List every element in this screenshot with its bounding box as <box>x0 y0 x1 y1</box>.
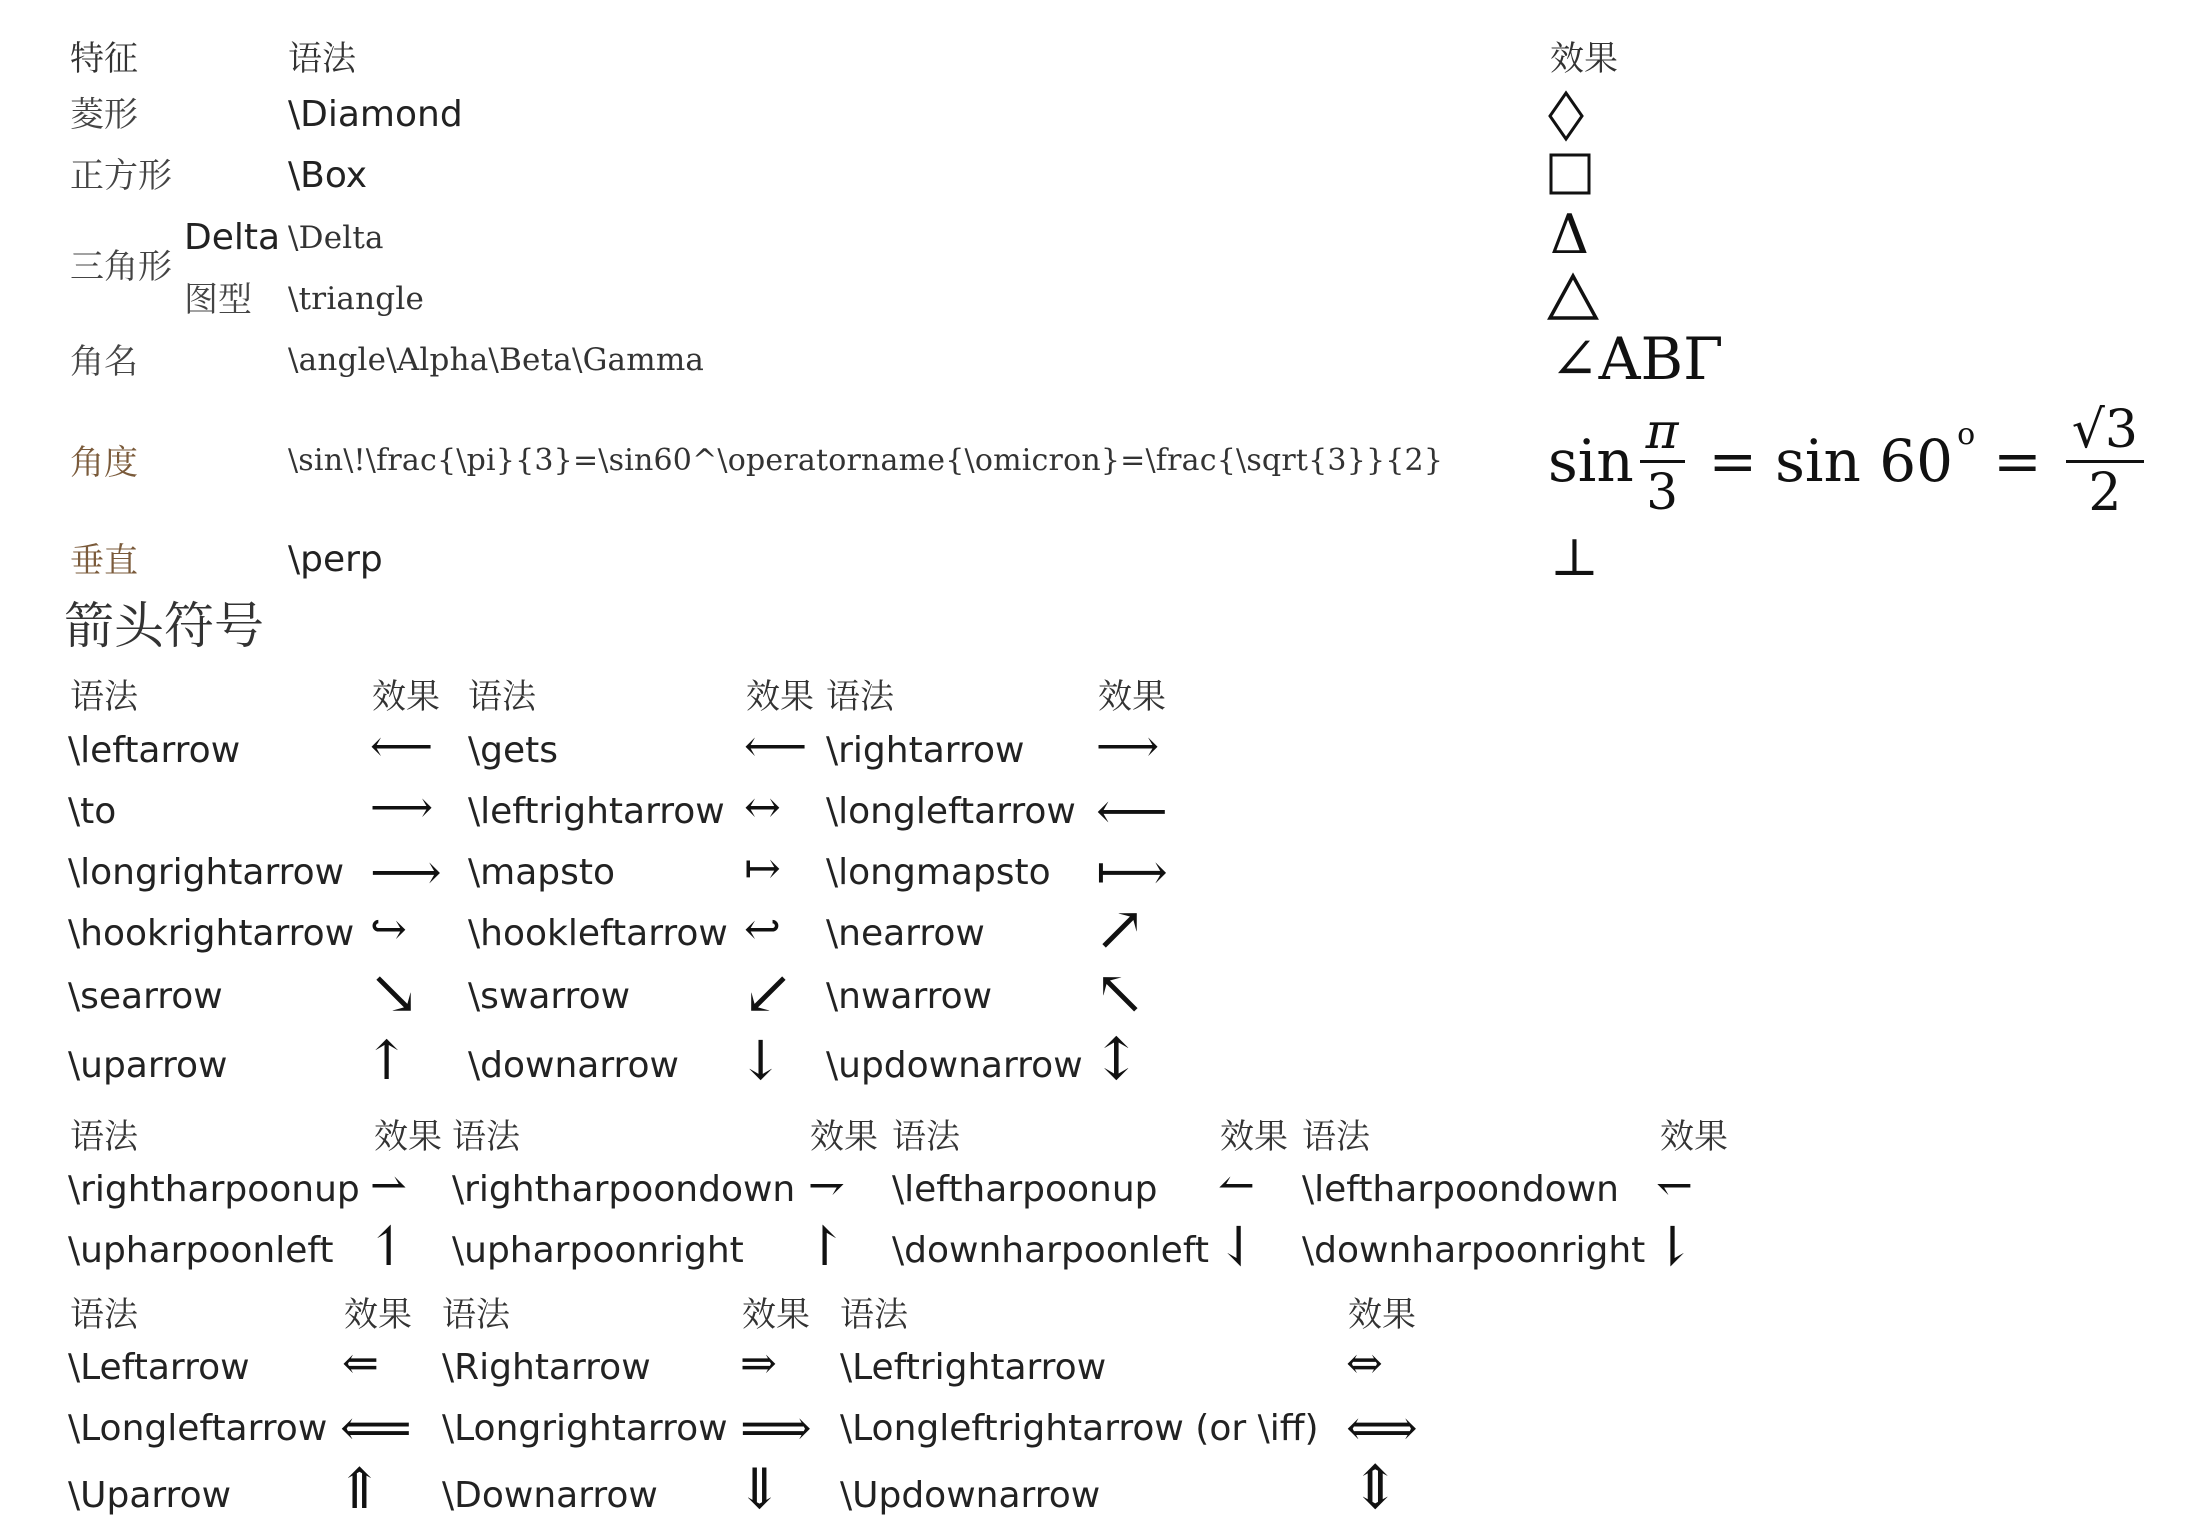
formula-frac-pi <box>1640 401 1685 521</box>
table-cell-syntax: \upharpoonleft <box>68 1230 334 1271</box>
double-uparrow-icon: ⇑ <box>336 1457 383 1522</box>
table1-header: 效果 <box>1098 677 1166 717</box>
table-cell-syntax: \rightharpoonup <box>68 1169 360 1210</box>
table-cell-syntax: \hookleftarrow <box>468 913 728 954</box>
table2-header: 语法 <box>1302 1117 1370 1157</box>
table3-header: 效果 <box>742 1295 810 1335</box>
nearrow-icon: ↗ <box>1094 892 1146 965</box>
table-cell-syntax: \Downarrow <box>442 1475 658 1516</box>
feature-perp: 垂直 <box>70 541 138 581</box>
longmapsto-icon: ⟼ <box>1096 843 1168 901</box>
upharpoonright-icon: ↾ <box>802 1215 848 1278</box>
table3-header: 语法 <box>70 1295 138 1335</box>
table2-header: 语法 <box>70 1117 138 1157</box>
table-cell-syntax: \longmapsto <box>826 852 1051 893</box>
table-cell-syntax: \hookrightarrow <box>68 913 355 954</box>
table-cell-syntax: \downarrow <box>468 1045 679 1086</box>
syntax-triangle: \triangle <box>288 281 424 317</box>
hookrightarrow-icon: ↪ <box>370 904 407 955</box>
table-cell-syntax: \upharpoonright <box>452 1230 744 1271</box>
table-cell-syntax: \uparrow <box>68 1045 228 1086</box>
leftrightarrow-icon: ↔ <box>744 782 781 833</box>
formula-sin: sin <box>1548 427 1634 495</box>
header-feature: 特征 <box>70 39 138 79</box>
section-title-arrows: 箭头符号 <box>64 597 264 655</box>
table3-header: 语法 <box>840 1295 908 1335</box>
table-cell-syntax: \Rightarrow <box>442 1347 651 1388</box>
table-cell-syntax: \Longrightarrow <box>442 1408 728 1449</box>
syntax-delta: \Delta <box>288 220 384 256</box>
sub-shape: 图型 <box>184 280 252 320</box>
syntax-perp: \perp <box>288 539 383 580</box>
hookleftarrow-icon: ↩ <box>744 904 781 955</box>
rightarrow-icon: ⟶ <box>1096 721 1160 772</box>
table1-header: 效果 <box>746 677 814 717</box>
feature-degree: 角度 <box>70 443 138 483</box>
uparrow-icon: ↑ <box>364 1029 410 1092</box>
leftarrow-icon: ⟵ <box>370 721 434 772</box>
effect-perp: ⊥ <box>1550 528 1599 588</box>
table-cell-syntax: \longrightarrow <box>68 852 345 893</box>
nwarrow-icon: ↖ <box>1094 956 1146 1029</box>
effect-delta: Δ <box>1550 203 1589 266</box>
triangle-icon <box>1548 272 1602 322</box>
swarrow-icon: ↙ <box>742 956 794 1029</box>
table-cell-syntax: \Longleftarrow <box>68 1408 328 1449</box>
syntax-angle: \angle\Alpha\Beta\Gamma <box>288 342 705 378</box>
longleftarrow-icon: ⟵ <box>1096 782 1168 840</box>
searrow-icon: ↘ <box>368 956 420 1029</box>
leftharpoondown-icon: ↽ <box>1656 1160 1693 1211</box>
formula-eq1: = <box>1708 427 1758 495</box>
table-cell-syntax: \rightharpoondown <box>452 1169 796 1210</box>
formula-two: 2 <box>2088 462 2122 523</box>
syntax-box: \Box <box>288 155 368 196</box>
table3-header: 效果 <box>344 1295 412 1335</box>
table-cell-syntax: \downharpoonleft <box>892 1230 1209 1271</box>
table-cell-syntax: \leftrightarrow <box>468 791 725 832</box>
downharpoonleft-icon: ⇃ <box>1216 1215 1262 1278</box>
effect-angle: ∠ΑΒΓ <box>1550 325 1724 393</box>
double-updownarrow-icon: ⇕ <box>1350 1453 1401 1523</box>
rightharpoonup-icon: ⇀ <box>370 1160 407 1211</box>
upharpoonleft-icon: ↿ <box>366 1215 412 1278</box>
formula-pi: π <box>1640 406 1685 463</box>
table-cell-syntax: \gets <box>468 730 558 771</box>
table1-header: 语法 <box>468 677 536 717</box>
table-cell-syntax: \to <box>68 791 117 832</box>
table2-header: 效果 <box>1660 1117 1728 1157</box>
gets-arrow-icon: ⟵ <box>744 721 808 772</box>
double-rightarrow-icon: ⇒ <box>740 1338 777 1389</box>
feature-triangle: 三角形 <box>70 247 172 287</box>
table-cell-syntax: \mapsto <box>468 852 616 893</box>
double-downarrow-icon: ⇓ <box>736 1457 783 1522</box>
double-leftarrow-icon: ⇐ <box>342 1338 379 1389</box>
long-double-leftrightarrow-icon: ⟺ <box>1346 1399 1418 1457</box>
feature-diamond: 菱形 <box>70 95 138 135</box>
to-arrow-icon: ⟶ <box>370 782 434 833</box>
square-icon <box>1548 152 1594 198</box>
updownarrow-icon: ↕ <box>1092 1025 1141 1093</box>
long-double-leftarrow-icon: ⟸ <box>340 1399 412 1457</box>
downharpoonright-icon: ⇂ <box>1650 1215 1696 1278</box>
table-cell-syntax: \updownarrow <box>826 1045 1083 1086</box>
table-cell-syntax: \Uparrow <box>68 1475 232 1516</box>
double-leftrightarrow-icon: ⇔ <box>1346 1338 1383 1389</box>
table-cell-syntax: \leftharpoondown <box>1302 1169 1619 1210</box>
table2-header: 语法 <box>452 1117 520 1157</box>
formula-eq2: = <box>1993 427 2042 495</box>
header-syntax: 语法 <box>288 39 356 79</box>
table2-header: 效果 <box>810 1117 878 1157</box>
formula-frac-sqrt <box>2066 399 2144 523</box>
diamond-icon <box>1548 90 1588 142</box>
table-cell-syntax: \leftarrow <box>68 730 241 771</box>
table-cell-syntax: \Longleftrightarrow (or \iff) <box>840 1408 1319 1449</box>
downarrow-icon: ↓ <box>738 1029 784 1092</box>
longrightarrow-icon: ⟶ <box>370 843 442 901</box>
feature-box: 正方形 <box>70 156 172 196</box>
table-cell-syntax: \nearrow <box>826 913 985 954</box>
table-cell-syntax: \Leftrightarrow <box>840 1347 1107 1388</box>
mapsto-icon: ↦ <box>744 843 781 894</box>
table-cell-syntax: \swarrow <box>468 976 631 1017</box>
table1-header: 语法 <box>826 677 894 717</box>
table1-header: 效果 <box>372 677 440 717</box>
formula-sqrt3: √3 <box>2066 404 2144 463</box>
table2-header: 效果 <box>374 1117 442 1157</box>
leftharpoonup-icon: ↼ <box>1218 1160 1255 1211</box>
table-cell-syntax: \Leftarrow <box>68 1347 250 1388</box>
table-cell-syntax: \rightarrow <box>826 730 1025 771</box>
table-cell-syntax: \longleftarrow <box>826 791 1076 832</box>
table-cell-syntax: \searrow <box>68 976 223 1017</box>
feature-angle: 角名 <box>70 342 138 382</box>
long-double-rightarrow-icon: ⟹ <box>740 1399 812 1457</box>
table-cell-syntax: \Updownarrow <box>840 1475 1101 1516</box>
effect-degree-formula <box>1548 386 2150 536</box>
syntax-degree: \sin\!\frac{\pi}{3}=\sin60^\operatorname{\omicron}=\frac{\sqrt{3}}{2} <box>288 443 1444 478</box>
sub-delta: Delta <box>184 217 281 258</box>
formula-sin60: sin 60 <box>1775 427 1954 495</box>
table-cell-syntax: \downharpoonright <box>1302 1230 1646 1271</box>
formula-degree: o <box>1957 417 1976 452</box>
table1-header: 语法 <box>70 677 138 717</box>
table-cell-syntax: \nwarrow <box>826 976 993 1017</box>
rightharpoondown-icon: ⇁ <box>808 1160 845 1211</box>
table3-header: 语法 <box>442 1295 510 1335</box>
syntax-diamond: \Diamond <box>288 94 463 135</box>
header-effect: 效果 <box>1550 39 1618 79</box>
table2-header: 效果 <box>1220 1117 1288 1157</box>
table3-header: 效果 <box>1348 1295 1416 1335</box>
table-cell-syntax: \leftharpoonup <box>892 1169 1158 1210</box>
table2-header: 语法 <box>892 1117 960 1157</box>
formula-three: 3 <box>1646 462 1679 521</box>
